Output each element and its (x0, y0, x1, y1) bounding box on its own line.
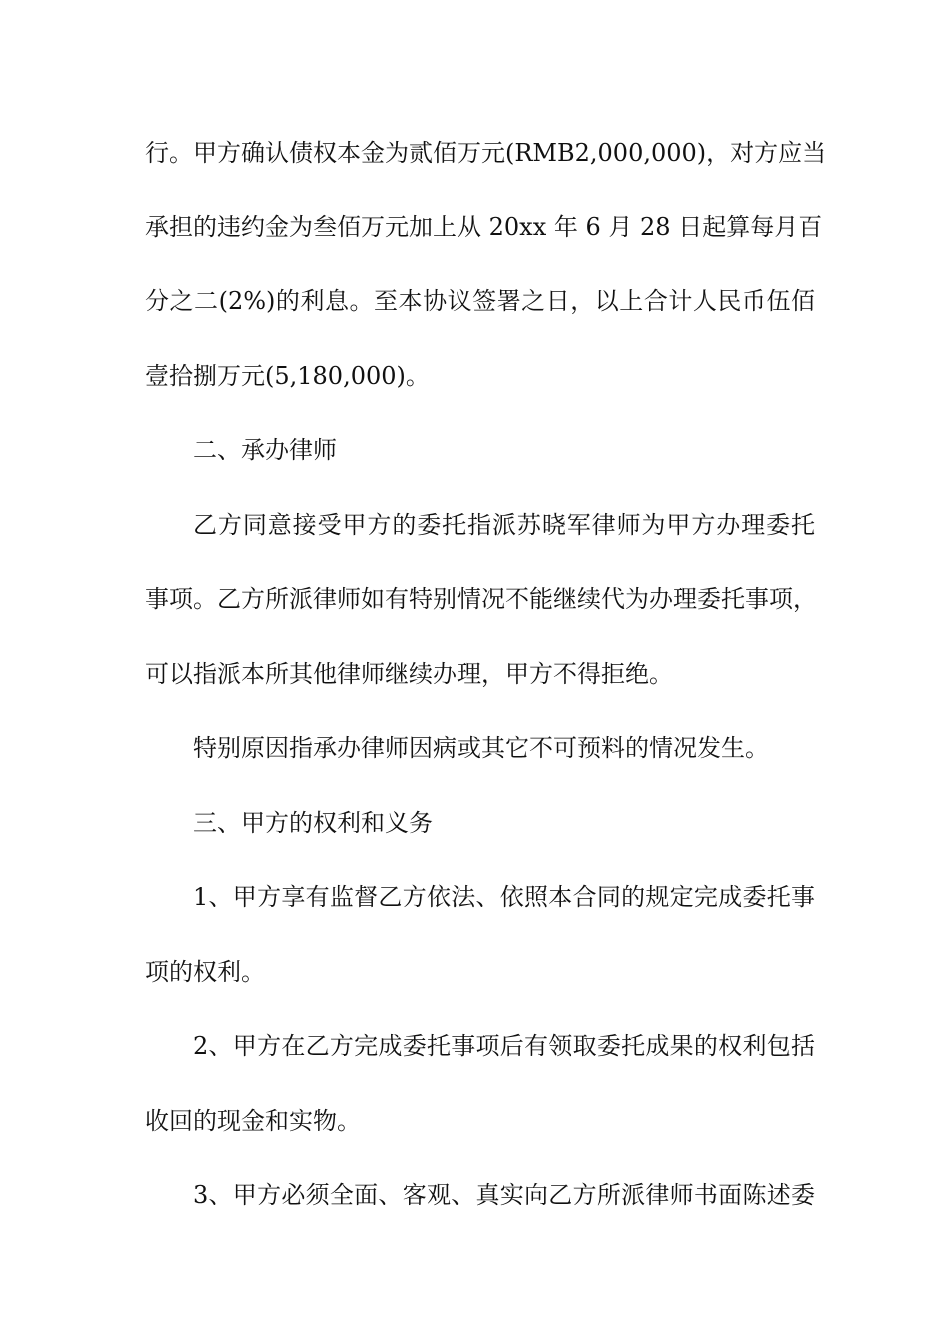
text-line: 2、甲方在乙方完成委托事项后有领取委托成果的权利包括 (193, 1032, 815, 1060)
text-line: 行。甲方确认债权本金为贰佰万元(RMB2,000,000)，对方应当 (145, 139, 827, 167)
text-line: 事项。乙方所派律师如有特别情况不能继续代为办理委托事项， (145, 585, 817, 613)
text-line: 壹拾捌万元(5,180,000)。 (145, 362, 430, 390)
text-line: 收回的现金和实物。 (145, 1107, 361, 1135)
section-heading: 二、承办律师 (193, 436, 337, 464)
text-line: 承担的违约金为叁佰万元加上从 20xx 年 6 月 28 日起算每月百 (145, 213, 823, 241)
text-line: 可以指派本所其他律师继续办理，甲方不得拒绝。 (145, 660, 673, 688)
text-line: 分之二(2%)的利息。至本协议签署之日，以上合计人民币伍佰 (145, 287, 815, 315)
section-heading: 三、甲方的权利和义务 (193, 809, 433, 837)
text-line: 乙方同意接受甲方的委托指派苏晓军律师为甲方办理委托 (193, 511, 815, 539)
text-line: 特别原因指承办律师因病或其它不可预料的情况发生。 (193, 734, 769, 762)
text-line: 3、甲方必须全面、客观、真实向乙方所派律师书面陈述委 (193, 1181, 815, 1209)
text-line: 项的权利。 (145, 958, 265, 986)
text-line: 1、甲方享有监督乙方依法、依照本合同的规定完成委托事 (193, 883, 815, 911)
